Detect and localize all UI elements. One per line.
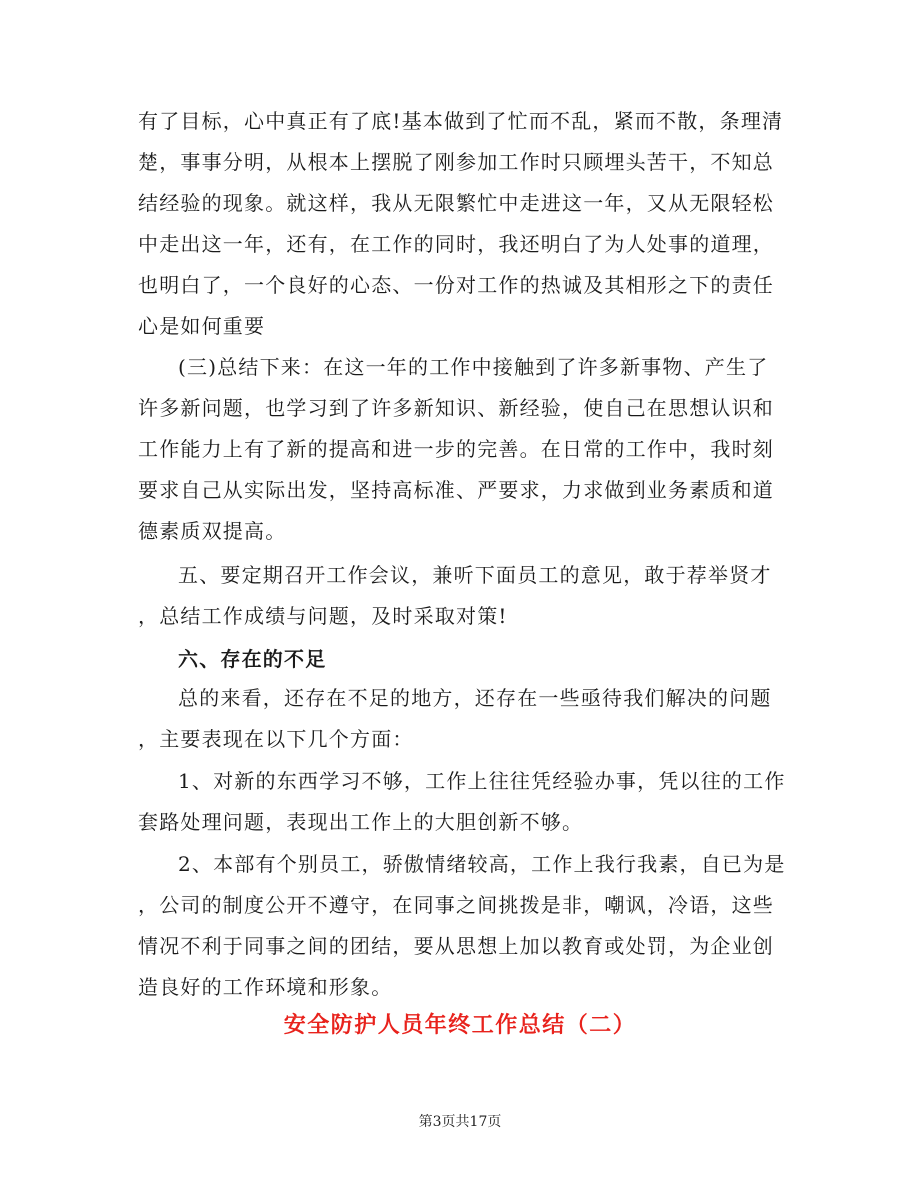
paragraph-line: 也明白了，一个良好的心态、一份对工作的热诚及其相形之下的责任 <box>138 273 774 297</box>
paragraph-line: ，总结工作成绩与问题，及时采取对策! <box>138 604 508 628</box>
paragraph-line: 造良好的工作环境和形象。 <box>138 975 393 999</box>
paragraph-line: (三)总结下来：在这一年的工作中接触到了许多新事物、产生了 <box>178 355 769 379</box>
paragraph-line: 中走出这一年，还有，在工作的同时，我还明白了为人处事的道理， <box>138 232 774 256</box>
paragraph-line: ，主要表现在以下几个方面： <box>138 727 414 751</box>
paragraph-line: 心是如何重要 <box>138 314 266 338</box>
paragraph-line: 工作能力上有了新的提高和进一步的完善。在日常的工作中，我时刻 <box>138 437 774 461</box>
section-title: 安全防护人员年终工作总结（二） <box>283 1012 637 1038</box>
paragraph-line: 有了目标，心中真正有了底!基本做到了忙而不乱，紧而不散，条理清 <box>138 109 784 133</box>
paragraph-line: 要求自己从实际出发，坚持高标准、严要求，力求做到业务素质和道 <box>138 478 774 502</box>
paragraph-line: 许多新问题，也学习到了许多新知识、新经验，使自己在思想认识和 <box>138 396 774 420</box>
paragraph-line: 套路处理问题，表现出工作上的大胆创新不够。 <box>138 810 584 834</box>
paragraph-line: 楚，事事分明，从根本上摆脱了刚参加工作时只顾埋头苦干，不知总 <box>138 150 774 174</box>
paragraph-line: ，公司的制度公开不遵守，在同事之间挑拨是非，嘲讽，冷语，这些 <box>138 893 774 917</box>
paragraph-line: 总的来看，还存在不足的地方，还存在一些亟待我们解决的问题 <box>178 686 772 710</box>
paragraph-line: 情况不利于同事之间的团结，要从思想上加以教育或处罚，为企业创 <box>138 934 774 958</box>
section-five-line: 五、要定期召开工作会议，兼听下面员工的意见，敢于荐举贤才 <box>178 563 772 587</box>
section-heading: 六、存在的不足 <box>178 647 327 671</box>
page-number: 第3页共17页 <box>418 1114 502 1130</box>
paragraph-line: 德素质双提高。 <box>138 519 287 543</box>
list-item-line: 1、对新的东西学习不够，工作上往往凭经验办事，凭以往的工作 <box>178 769 786 793</box>
list-item-line: 2、本部有个别员工，骄傲情绪较高，工作上我行我素，自已为是 <box>178 852 786 876</box>
paragraph-line: 结经验的现象。就这样，我从无限繁忙中走进这一年，又从无限轻松 <box>138 191 774 215</box>
